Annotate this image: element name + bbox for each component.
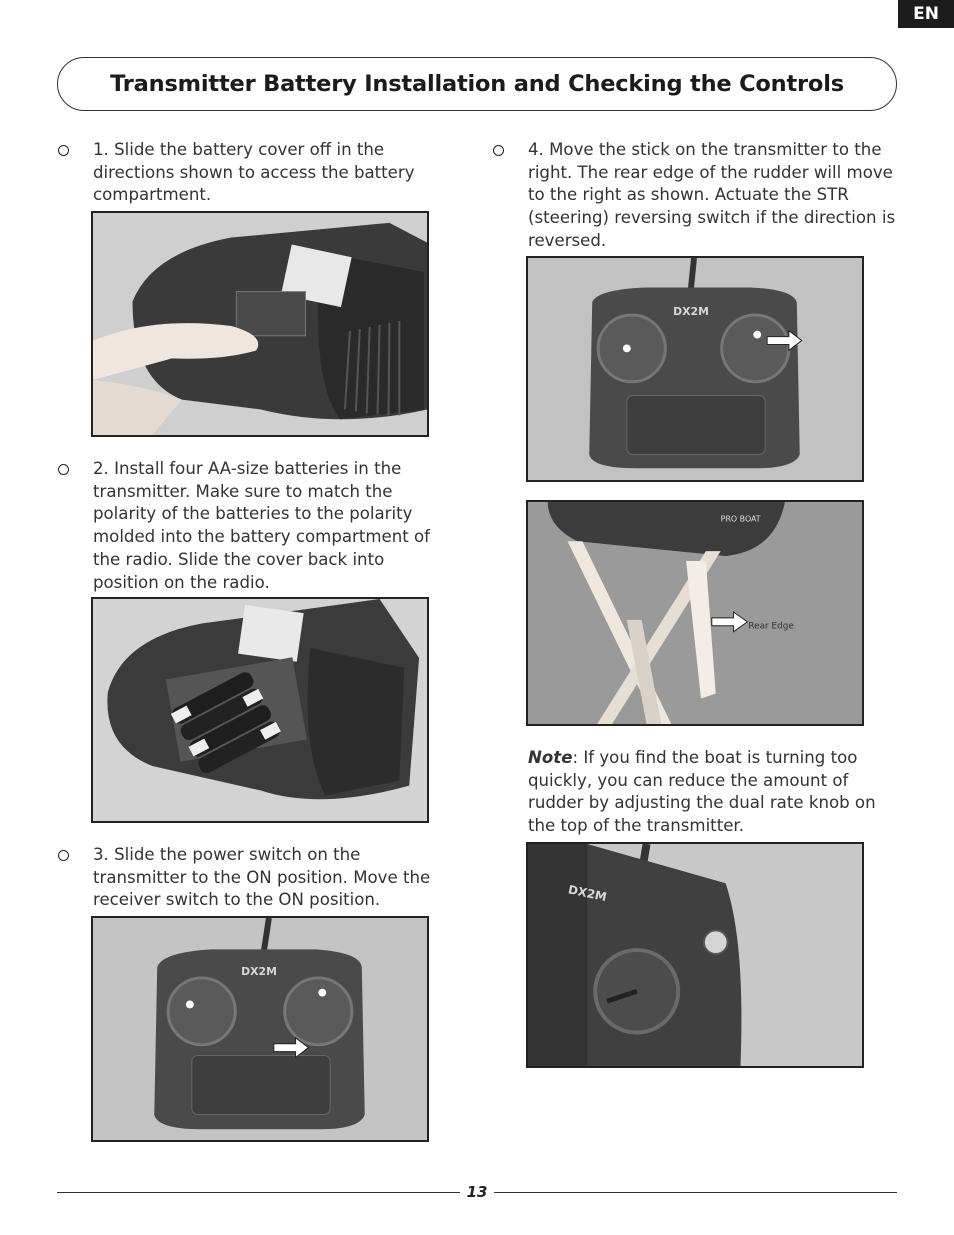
transmitter-model-label: DX2M (566, 882, 608, 905)
transmitter-model-label: DX2M (241, 965, 277, 978)
step-3 (93, 844, 451, 912)
rear-edge-label: Rear Edge (748, 621, 794, 632)
page-number: 13 (466, 1183, 488, 1201)
photo-battery-install (91, 597, 429, 823)
step-3-text: 3. Slide the power switch on the transmitter to the ON position. Move the receiver switch to the ON position. (93, 845, 431, 910)
step-1 (93, 139, 443, 207)
note-paragraph (528, 747, 898, 838)
transmitter-model-label: DX2M (673, 305, 709, 318)
photo-stick-right (526, 256, 864, 482)
page-title: Transmitter Battery Installation and Checking the Controls (110, 71, 844, 97)
note-label: Note (528, 748, 573, 767)
checkbox-bullet-icon (58, 850, 69, 861)
language-tab: EN (898, 0, 954, 28)
step-2-text: 2. Install four AA-size batteries in the transmitter. Make sure to match the polarity of the batteries to the polarity molded into the battery compartment of the radio. Slide the cover back into position on the radio. (93, 459, 431, 592)
footer-rule-left (57, 1192, 460, 1193)
title-box (57, 57, 897, 111)
photo-rudder (526, 500, 864, 726)
boat-brand-label: PRO BOAT (720, 514, 761, 524)
step-1-text: 1. Slide the battery cover off in the directions shown to access the battery compartment. (93, 140, 415, 205)
checkbox-bullet-icon (58, 145, 69, 156)
step-4-text: 4. Move the stick on the transmitter to the right. The rear edge of the rudder will move to the right as shown. Actuate the STR (steering) reversing switch if the direction is reversed. (528, 140, 896, 250)
note-text: : If you find the boat is turning too quickly, you can reduce the amount of rudder by adjusting the dual rate knob on the top of the transmitter. (528, 748, 876, 836)
photo-battery-cover (91, 211, 429, 437)
footer-rule-right (494, 1192, 897, 1193)
checkbox-bullet-icon (58, 464, 69, 475)
step-4 (528, 139, 898, 253)
photo-power-switch (91, 916, 429, 1142)
checkbox-bullet-icon (493, 145, 504, 156)
step-2 (93, 458, 443, 594)
photo-dual-rate-knob (526, 842, 864, 1068)
